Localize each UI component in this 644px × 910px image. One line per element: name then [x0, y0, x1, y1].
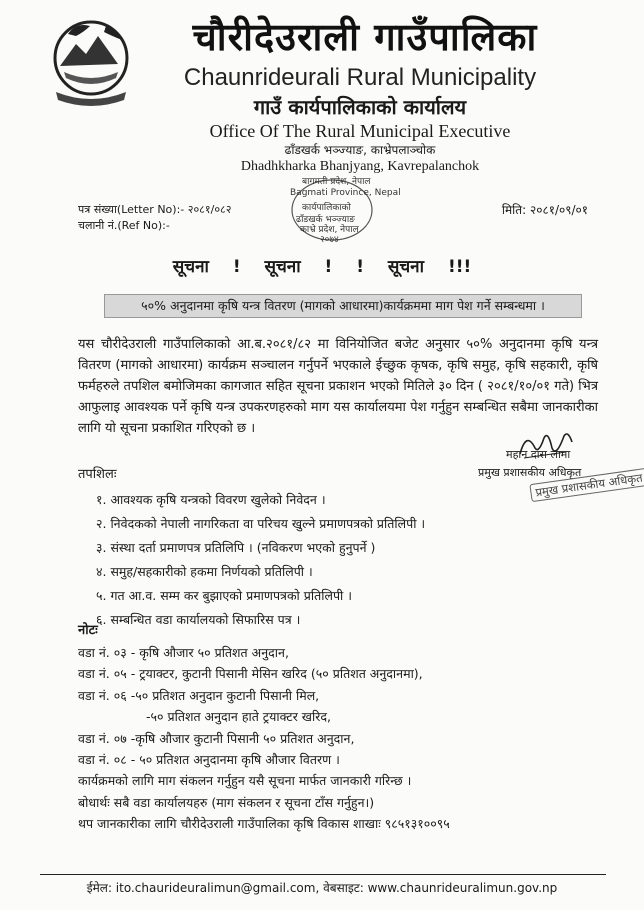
office-name-english: Office Of The Rural Municipal Executive	[209, 121, 511, 141]
list-item: १. आवश्यक कृषि यन्त्रको विवरण खुलेको निवेदन ।	[96, 492, 326, 507]
stamp-line-3: काभ्रे प्रदेश, नेपाल	[300, 225, 359, 235]
stamp-line-2: ढाँडखर्क भञ्ज्याङ	[296, 215, 355, 225]
list-item: ३. संस्था दर्ता प्रमाणपत्र प्रतिलिपि । (नविकरण भएको हुनुपर्ने )	[96, 540, 376, 555]
notice-body: यस चौरीदेउराली गाउँपालिकाको आ.ब.२०८१/८२ मा विनियोजित बजेट अनुसार ५०% अनुदानमा कृषि यन्त्र वितरण (मागको आधारमा) कार्यक्रम सञ्चालन गर्नुपर्ने भएकाले ईच्छुक कृषक, कृषि समुह, कृषि सहकारी, कृषि फर्महरुले तपशिल बमोजिमका कागजात सहित सूचना प्रकाशन भएको मितिले ३० दिन ( २०८१/१०/०१ गते) भित्र आफुलाइ आवश्यक पर्ने कृषि यन्त्र उपकरणहरुको माग यस कार्यालयमा पेश गर्नुहुन सम्बन्धित सबैमा जानकारीका लागि यो सूचना प्रकाशित गरिएको छ ।	[78, 337, 598, 436]
list-item: -५० प्रतिशत अनुदान हाते ट्रयाक्टर खरिद,	[146, 709, 331, 725]
list-item: थप जानकारीका लागि चौरीदेउराली गाउँपालिका कृषि विकास शाखाः ९८५१३१००९५	[78, 816, 450, 832]
list-item: ६. सम्बन्धित वडा कार्यालयको सिफारिस पत्र ।	[96, 612, 301, 627]
list-item: बोधार्थः सबै वडा कार्यालयहरु (माग संकलन र सूचना टाँस गर्नुहुन।)	[78, 794, 375, 810]
letter-number: पत्र संख्या(Letter No):- २०८१/०८२	[78, 203, 232, 216]
stamp-line-1: कार्यपालिकाको	[302, 203, 351, 213]
list-item: वडा नं. ०५ - ट्रयाक्टर, कुटानी पिसानी मेसिन खरिद (५० प्रतिशत अनुदानमा),	[78, 666, 423, 682]
signatory-stamp: प्रमुख प्रशासकीय अधिकृत	[529, 468, 644, 502]
list-item: २. निवेदकको नेपाली नागरिकता वा परिचय खुल्ने प्रमाणपत्रको प्रतिलिपी ।	[96, 516, 426, 531]
office-stamp	[272, 168, 401, 246]
reference-number: चलानी नं.(Ref No):-	[78, 219, 170, 232]
list-item: वडा नं. ०३ - कृषि औजार ५० प्रतिशत अनुदान,	[78, 645, 289, 660]
notice-heading: सूचना ! सूचना ! ! सूचना !!!	[172, 257, 472, 277]
list-item: वडा नं. ०७ -कृषि औजार कुटानी पिसानी ५० प्रतिशत अनुदान,	[78, 730, 355, 746]
list-item: कार्यक्रमको लागि माग संकलन गर्नुहुन यसै सूचना मार्फत जानकारी गरिन्छ ।	[78, 773, 412, 789]
office-name-nepali: गाउँ कार्यपालिकाको कार्यालय	[253, 95, 467, 119]
nepal-emblem-icon	[46, 14, 136, 110]
list-item: वडा नं. ०८ - ५० प्रतिशत अनुदानमा कृषि औजार वितरण ।	[78, 752, 340, 768]
signatory-post: प्रमुख प्रशासकीय अधिकृत	[478, 466, 582, 479]
stamp-province-en: Bagmati Province, Nepal	[290, 188, 401, 198]
subject-line: ५०% अनुदानमा कृषि यन्त्र वितरण (मागको आधारमा)कार्यक्रममा माग पेश गर्ने सम्बन्धमा ।	[104, 294, 582, 318]
address-english: Dhadhkharka Bhanjyang, Kavrepalanchok	[240, 159, 480, 174]
address-nepali: ढाँडखर्क भञ्ज्याङ, काभ्रेपलाञ्चोक	[284, 143, 436, 157]
stamp-province-np: बागमती प्रदेश, नेपाल	[302, 177, 371, 187]
footer-contact: ईमेल: ito.chaurideuralimun@gmail.com, वेबसाइट: www.chaunrideuralimun.gov.np	[86, 881, 558, 895]
documents-list	[96, 488, 425, 632]
note-heading: नोटः	[78, 623, 98, 638]
signatory-name: महान दास लामा	[506, 448, 571, 461]
municipality-name-english: Chaunrideurali Rural Municipality	[183, 64, 537, 91]
list-item: ४. समुह/सहकारीको हकमा निर्णयको प्रतिलिपी ।	[96, 564, 313, 579]
municipality-name-nepali: चौरीदेउराली गाउँपालिका	[192, 15, 538, 59]
stamp-year: २०७४	[320, 235, 339, 245]
footer-divider	[40, 874, 606, 875]
letter-date: मिति: २०८१/०९/०१	[501, 203, 588, 217]
list-item: ५. गत आ.व. सम्म कर बुझाएको प्रमाणपत्रको प्रतिलिपी ।	[96, 588, 353, 603]
notes-list	[78, 642, 450, 835]
documents-heading: तपशिलः	[78, 467, 117, 482]
list-item: वडा नं. ०६ -५० प्रतिशत अनुदान कुटानी पिसानी मिल,	[78, 687, 320, 703]
